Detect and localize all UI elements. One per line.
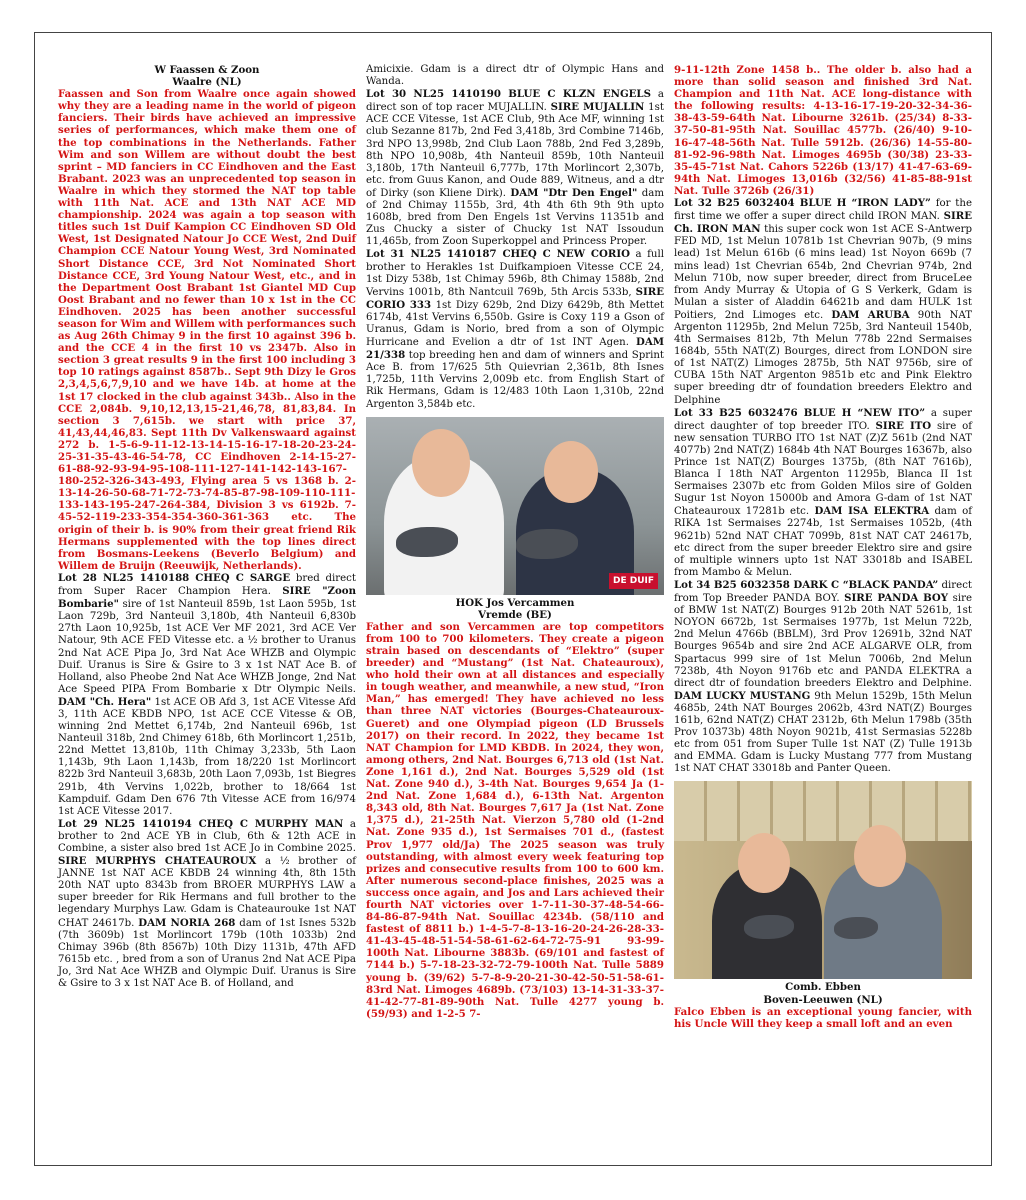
lot-text: a brother to 2nd ACE YB in Club, 6th & 12th ACE in Combine, a sister also bred 1st ACE Jo in Combine 2025. [58, 818, 356, 854]
lot-text: top breeding hen and dam of winners and Sprint Ace B. from 17/625 5th Quievrian 2,361b, 8th Isnes 1,725b, 11th Vervins 2,009b etc. from English Start of Rik Hermans, Gdam is 12/483 10th Laon 1,310b, 22nd Argenton 3,584b etc. [366, 350, 664, 410]
pigeon-right [516, 529, 578, 559]
sire-label: SIRE MUJALLIN [550, 101, 645, 114]
lot-heading: Lot 29 NL25 1410194 CHEQ C MURPHY MAN [58, 817, 344, 830]
section-location: Waalre (NL) [172, 76, 242, 89]
dam-label: DAM 21/338 [366, 336, 664, 362]
sire-label: SIRE PANDA BOY [844, 592, 949, 605]
ebben-story: Falco Ebben is an exceptional young fancier, with his Uncle Will they keep a small loft and an even [674, 1005, 972, 1030]
lot-text: a full brother to Herakles 1st Duifkampioen Vitesse CCE 24, 1st Dizy 538b, 1st Chimay 596b, 8th Chimay 1588b, 2nd Vervins 1001b, 8th Nantcuil 769b, 5th Arcis 533b, [366, 249, 664, 298]
lot-32 [674, 197, 972, 407]
sire-label: SIRE "Zoon Bombarie" [58, 585, 356, 611]
intro-text: Faassen and Son from Waalre once again showed why they are a leading name in the world of pigeon fanciers. Their birds have achieved an impressive series of performances, which make them one of the top combinations in the Netherlands. Father Wim and son Willem are without doubt the best sprint – MD fanciers in CC Eindhoven and the East Brabant. 2023 was an unprecedented top season in Waalre in which they stormed the NAT top table with 11th Nat. ACE and 13th NAT ACE MD championship. 2024 was again a top season with titles such 1st Duif Kampion CC Eindhoven SD Old West, 1st Designated Natour Jo CCE West, 2nd Duif Champion CCE Natour Young West, 3rd Nominated Short Distance CCE, 3rd Not Nominated Short Distance CCE, 3rd Young Natour West, etc., and in the Department Oost Brabant 1st Giantel MD Cup Oost Brabant and no fewer than 10 x 1st in the CC Eindhoven. 2025 has been another successful season for Wim and Willem with performances such as Aug 26th Chimay 9 in the first 10 against 396 b. and the CCE 4 in the first 10 vs 2347b. Also in section 3 great results 9 in the first 100 including 3 top 10 ratings against 8587b.. Sept 9th Dizy le Gros 2,3,4,5,6,7,9,10 and we have 14b. at home at the 1st 17 clocked in the club against 343b.. Also in the CCE 2,084b. 9,10,12,13,15-21,46,78, 81,83,84. In section 3 7,615b. we start with price 37, 41,43,44,46,83. Sept 11th Dv Valkenswaard against 272 b. 1-5-6-9-11-12-13-14-15-16-17-18-20-23-24-25-31-35-43-46-54-78, CC Eindhoven 2-14-15-27-61-88-92-93-94-95-108-111-127-141-142-143-167-180-252-326-343-493, Flying area 5 vs 1368 b. 2-13-14-26-50-68-71-72-73-74-85-87-98-109-110-111-133-143-195-247-264-384, Division 3 vs 6192b. 7-45-52-119-233-354-354-360-361-363 etc. The origin of their b. is 90% from their great friend Rik Hermans supplemented with the top lines direct from Bosmans-Leekens (Beverlo Belgium) and Willem de Bruijn (Reeuwijk, Netherlands). [58, 88, 356, 572]
photo-caption: Comb. Ebben [785, 981, 861, 994]
lot-text: this super cock won 1st ACE S-Antwerp FED MD, 1st Melun 10781b 1st Chevrian 907b, (9 mins lead) 1st Melun 616b (6 mins lead) 1st Noyon 669b (7 mins lead) 1st Chevrian 654b, 2nd Chevrian 974b, 2nd Melun 710b, now super breeder, direct from BruceLee from Andy Murray & Utopia of G S Verkerk, Gdam is Mulan a sister of Aladdin 64621b and dam HULK 1st Poitiers, 2nd Limoges etc. [674, 224, 972, 321]
de-duif-logo: DE DUIF [609, 573, 658, 589]
lot-text: 1st Dizy 629b, 2nd Dizy 6429b, 8th Mettet 6174b, 41st Vervins 6,550b. Gsire is Coxy 119 a Gson of Uranus, Gdam is Norio, bred from a son of Olympic Hurricane and Evelion a dtr of 1st INT Agen. [366, 299, 665, 349]
sire-label: SIRE MURPHYS CHATEAUROUX [58, 855, 257, 868]
sire-label: SIRE ITO [875, 419, 932, 432]
lot-33 [674, 407, 972, 579]
lot-text: sire of new sensation TURBO ITO 1st NAT (Z)Z 561b (2nd NAT 4077b) 2nd NAT(Z) 1684b 4th NAT Bourges 16367b, also Prince 1st NAT(Z) Bourges 1375b, (8th NAT 7616b), Blanca I 18th NAT Argenton 11295b, Blanca II 1st Sermaises 2307b etc from Golden Milos sire of Golden Sugur 1st Noyon 15000b and Amora G-dam of 1st NAT Chateauroux 17281b etc. [674, 420, 972, 518]
lot-text: for the first time we offer a super direct child IRON MAN. [674, 198, 972, 223]
lot-text: dam of 1st Isnes 532b (7th 3609b) 1st Morlincort 179b (10th 1033b) 2nd Chimay 396b (8th 8567b) 10th Dizy 1131b, 47th AFD 7615b etc. , bred from a son of Uranus 2nd Nat ACE Pipa Jo, 3rd Nat Ace WHZB and Olympic Duif. Uranus is Sire & Gsire to 3 x 1st NAT Ace B. of Holland, and [58, 917, 356, 990]
lot-29 [58, 818, 356, 990]
photo-caption: HOK Jos Vercammen [455, 596, 575, 609]
lot-text: sire of BMW 1st NAT(Z) Bourges 912b 20th NAT 5261b, 1st NOYON 6672b, 1st Sermaises 1977b, 1st Melun 722b, 2nd Melun 4766b (BBLM), 3rd Prov 12691b, 32nd NAT Bourges 9654b and sire 2nd ACE ALGARVE OLR, from Spartacus 999 sire of 1st Melun 7006b, 2nd Melun 7238b, 4th Noyon 9176b etc and PANDA ELEKTRA a direct dtr of foundation breeders Elektro and Delphine. [674, 593, 972, 689]
lot-text: sire of 1st Nanteuil 859b, 1st Laon 595b, 1st Laon 729b, 3rd Nanteuil 3,180b, 4th Nanteuil 6,830b 27th Laon 10,925b, 1st ACE Ver MF 2021, 3rd ACE Ver Natour, 9th ACE FED Vitesse etc. a ½ brother to Uranus 2nd Nat ACE Pipa Jo, 3rd Nat Ace WHZB and Olympic Duif. Uranus is Sire & Gsire to 3 x 1st NAT Ace B. of Holland, also Pheobe 2nd Nat Ace WHZB Jonge, 2nd Nat Ace Speed PIPA From Bombarie x Dtr Olympic Neils. [58, 599, 356, 695]
face-right [544, 441, 598, 503]
photo-vercammen [366, 417, 664, 595]
lot-text: 9th Melun 1529b, 15th Melun 4685b, 24th NAT Bourges 2062b, 43rd NAT(Z) Bourges 161b, 62nd NAT(Z) CHAT 2312b, 6th Melun 1798b (35th Prov 10373b) 48th Noyon 9021b, 41st Sermasias 5228b etc from 051 from Super Tulle 1st NAT (Z) Tulle 1913b and EMMA. Gdam is Lucky Mustang 777 from Mustang 1st NAT CHAT 33018b and Panter Queen. [674, 690, 972, 775]
lot-30 [366, 88, 664, 248]
face-right [854, 825, 906, 887]
dam-label: DAM NORIA 268 [138, 916, 236, 929]
column-1 [58, 64, 356, 990]
lot-heading: Lot 30 NL25 1410190 BLUE C KLZN ENGELS [366, 88, 651, 101]
lot-text: a direct son of top racer MUJALLIN. [366, 89, 664, 114]
photo-caption-location: Boven-Leeuwen (NL) [763, 993, 883, 1006]
lot-heading: Lot 32 B25 6032404 BLUE H “IRON LADY” [674, 197, 931, 210]
lot-31 [366, 248, 664, 410]
dam-label: DAM "Ch. Hera" [58, 695, 152, 708]
lot-text: a ½ brother of JANNE 1st NAT ACE KBDB 24 winning 4th, 8th 15th 20th NAT upto 8343b from BROER MURPHYS LAW a super breeder for Rik Hermans and full brother to the legendary Murphys Law. Gdam is Chateaurouke 1st NAT CHAT 24617b. [58, 856, 356, 929]
lot-text: bred direct from Super Racer Champion Hera. [58, 572, 356, 598]
loft-background [674, 781, 972, 841]
lot-text: a super direct daughter of top breeder ITO. [674, 407, 972, 432]
photo-ebben [674, 781, 972, 979]
lot-text: dam of RIKA 1st Sermaises 2274b, 1st Sermaises 1052b, (4th 9621b) 52nd NAT CHAT 7099b, 81st NAT CAT 24617b, etc direct from the super breeder Elektro sire and gsire of multiple winners upto 1st NAT 33018b and ISABEL from Mambo & Melun. [674, 506, 972, 578]
vercammen-story: Father and son Vercammen are top competitors from 100 to 700 kilometers. They create a pigeon strain based on descendants of “Elektro” (super breeder) and “Mustang” (1st Nat. Chateauroux), who hold their own at all distances and especially in tough weather, and meanwhile, a new stud, “Iron Man,” has emerged! They have achieved no less than three NAT victories (Bourges-Chateauroux-Gueret) and one Olympiad pigeon (LD Brussels 2017) on their record. In 2022, they became 1st NAT Champion for LMD KBDB. In 2024, they won, among others, 2nd Nat. Bourges 6,713 old (1st Nat. Zone 1,161 d.), 2nd Nat. Bourges 5,529 old (1st Nat. Zone 940 d.), 3-4th Nat. Bourges 9,654 Ja (1-2nd Nat. Zone 1,684 d.), 6-13th Nat. Argenton 8,343 old, 8th Nat. Bourges 7,617 Ja (1st Nat. Zone 1,375 d.), 21-25th Nat. Vierzon 5,780 old (1-2nd Nat. Zone 935 d.), 1st Sermaises 701 d., (fastest Prov 1,977 old/Ja) The 2025 season was truly outstanding, with almost every week featuring top prizes and consecutive results from 100 to 600 km. After numerous second-place finishes, 2025 was a success once again, and Jos and Lars achieved their fourth NAT victories over 1-7-11-30-37-48-54-66-84-86-87-94th Nat. Souillac 4234b. (58/110 and fastest of 8811 b.) 1-4-5-7-8-13-16-20-24-26-28-33-41-43-45-48-51-54-58-61-62-64-72-75-91 93-99-100th Nat. Libourne 3883b. (69/101 and fastest of 7144 b.) 5-7-18-23-32-72-79-100th Nat. Tulle 5889 young b. (39/62) 5-7-8-9-20-21-30-42-50-51-58-61-83rd Nat. Limoges 4689b. (73/103) 13-14-31-33-37-41-42-77-81-89-90th Nat. Tulle 4277 young b. (59/93) and 1-2-5 7- [366, 620, 664, 1020]
sire-label: SIRE Ch. IRON MAN [674, 210, 972, 236]
lot-text: 1st ACE OB Afd 3, 1st ACE Vitesse Afd 3, 11th ACE KBDB NPO, 1st ACE CCE Vitesse & OB, winning 2nd Mettet 6,174b, 2nd Nanteuil 696b, 1st Nanteuil 318b, 2nd Chimey 618b, 6th Morlincort 1,251b, 22nd Mettet 13,810b, 11th Chimay 3,233b, 5th Laon 1,143b, 9th Laon 1,143b, from 18/220 1st Morlincort 822b 3rd Nanteuil 3,683b, 20th Laon 7,093b, 1st Biegres 291b, 4th Vervins 1,022b, brother to 18/664 1st Kampduif. Gdam Den 676 7th Vitesse ACE from 16/974 1st ACE Vitesse 2017. [58, 696, 356, 817]
dam-label: DAM LUCKY MUSTANG [674, 689, 811, 702]
face-left [412, 429, 470, 497]
dam-label: DAM ARUBA [831, 308, 910, 321]
lot-heading: Lot 28 NL25 1410188 CHEQ C SARGE [58, 571, 291, 584]
sire-label: SIRE CORIO 333 [366, 285, 664, 311]
face-left [738, 833, 790, 893]
dam-label: DAM "Dtr Den Engel" [510, 186, 638, 199]
section-title: W Faassen & Zoon [154, 64, 260, 76]
column-2 [366, 64, 664, 1020]
lot-text: 90th NAT Argenton 11295b, 2nd Melun 725b, 3rd Nanteuil 1540b, 4th Sermaises 812b, 7th Melun 778b 22nd Sermaises 1684b, 55th NAT(Z) Bourges, direct from LONDON sire of 1st NAT(Z) Limoges 2875b, 5th NAT 9756b, sire of CUBA 15th NAT Argenton 9851b etc and Pink Elektro super breeding dtr of foundation breeders Elektro and Delphine [674, 309, 972, 406]
column-3 [674, 64, 972, 1030]
lot-text: 1st ACE CCE Vitesse, 1st ACE Club, 9th Ace MF, winning 1st club Sezanne 817b, 2nd Fed 3,418b, 3rd Combine 7146b, 3rd NPO 13,998b, 2nd Club Laon 788b, 2nd Fed 3,289b, 8th NPO 10,908b, 4th Nanteuil 859b, 10th Nanteuil 3,180b, 17th Nanteuil 6,777b, 17th Morlincort 2,307b, etc. from Guus Kanon, and Oude 889, Witneus, and a dtr of Dirky (son Kliene Dirk). [366, 102, 664, 199]
lot-heading: Lot 33 B25 6032476 BLUE H “NEW ITO” [674, 406, 926, 419]
lot-34 [674, 579, 972, 776]
dam-label: DAM ISA ELEKTRA [814, 505, 930, 518]
lot-text: dam of 2nd Chimay 1155b, 3rd, 4th 4th 6th 9th 9th upto 1608b, bred from Den Engels 1st Vervins 11351b and Zus Chucky a sister of Chucky 1st NAT Issoudun 11,465b, from Zoon Superkoppel and Princess Proper. [366, 187, 664, 248]
continued-text: Amicixie. Gdam is a direct dtr of Olympic Hans and Wanda. [366, 64, 664, 88]
continued-results: 9-11-12th Zone 1458 b.. The older b. also had a more than solid season and finished 3rd Nat. Champion and 11th Nat. ACE long-distance with the following results: 4-13-16-17-19-20-32-34-36-38-43-59-64th Nat. Libourne 3261b. (25/34) 8-33-37-50-81-95th Nat. Souillac 4577b. (26/40) 9-10-16-47-48-56th Nat. Tulle 5912b. (26/36) 14-55-80-81-92-96-98th Nat. Limoges 4695b (30/38) 23-33-35-45-71st Nat. Cahors 5226b (13/17) 41-47-63-69-94th Nat. Limoges 13,016b (32/56) 41-85-88-91st Nat. Tulle 3726b (26/31) [674, 64, 972, 197]
lot-text: direct from Top Breeder PANDA BOY. [674, 579, 972, 605]
lot-28 [58, 572, 356, 818]
photo-caption-location: Vremde (BE) [478, 608, 552, 621]
lot-heading: Lot 34 B25 6032358 DARK C “BLACK PANDA” [674, 578, 939, 591]
lot-heading: Lot 31 NL25 1410187 CHEQ C NEW CORIO [366, 248, 631, 261]
pigeon-left [396, 527, 458, 557]
